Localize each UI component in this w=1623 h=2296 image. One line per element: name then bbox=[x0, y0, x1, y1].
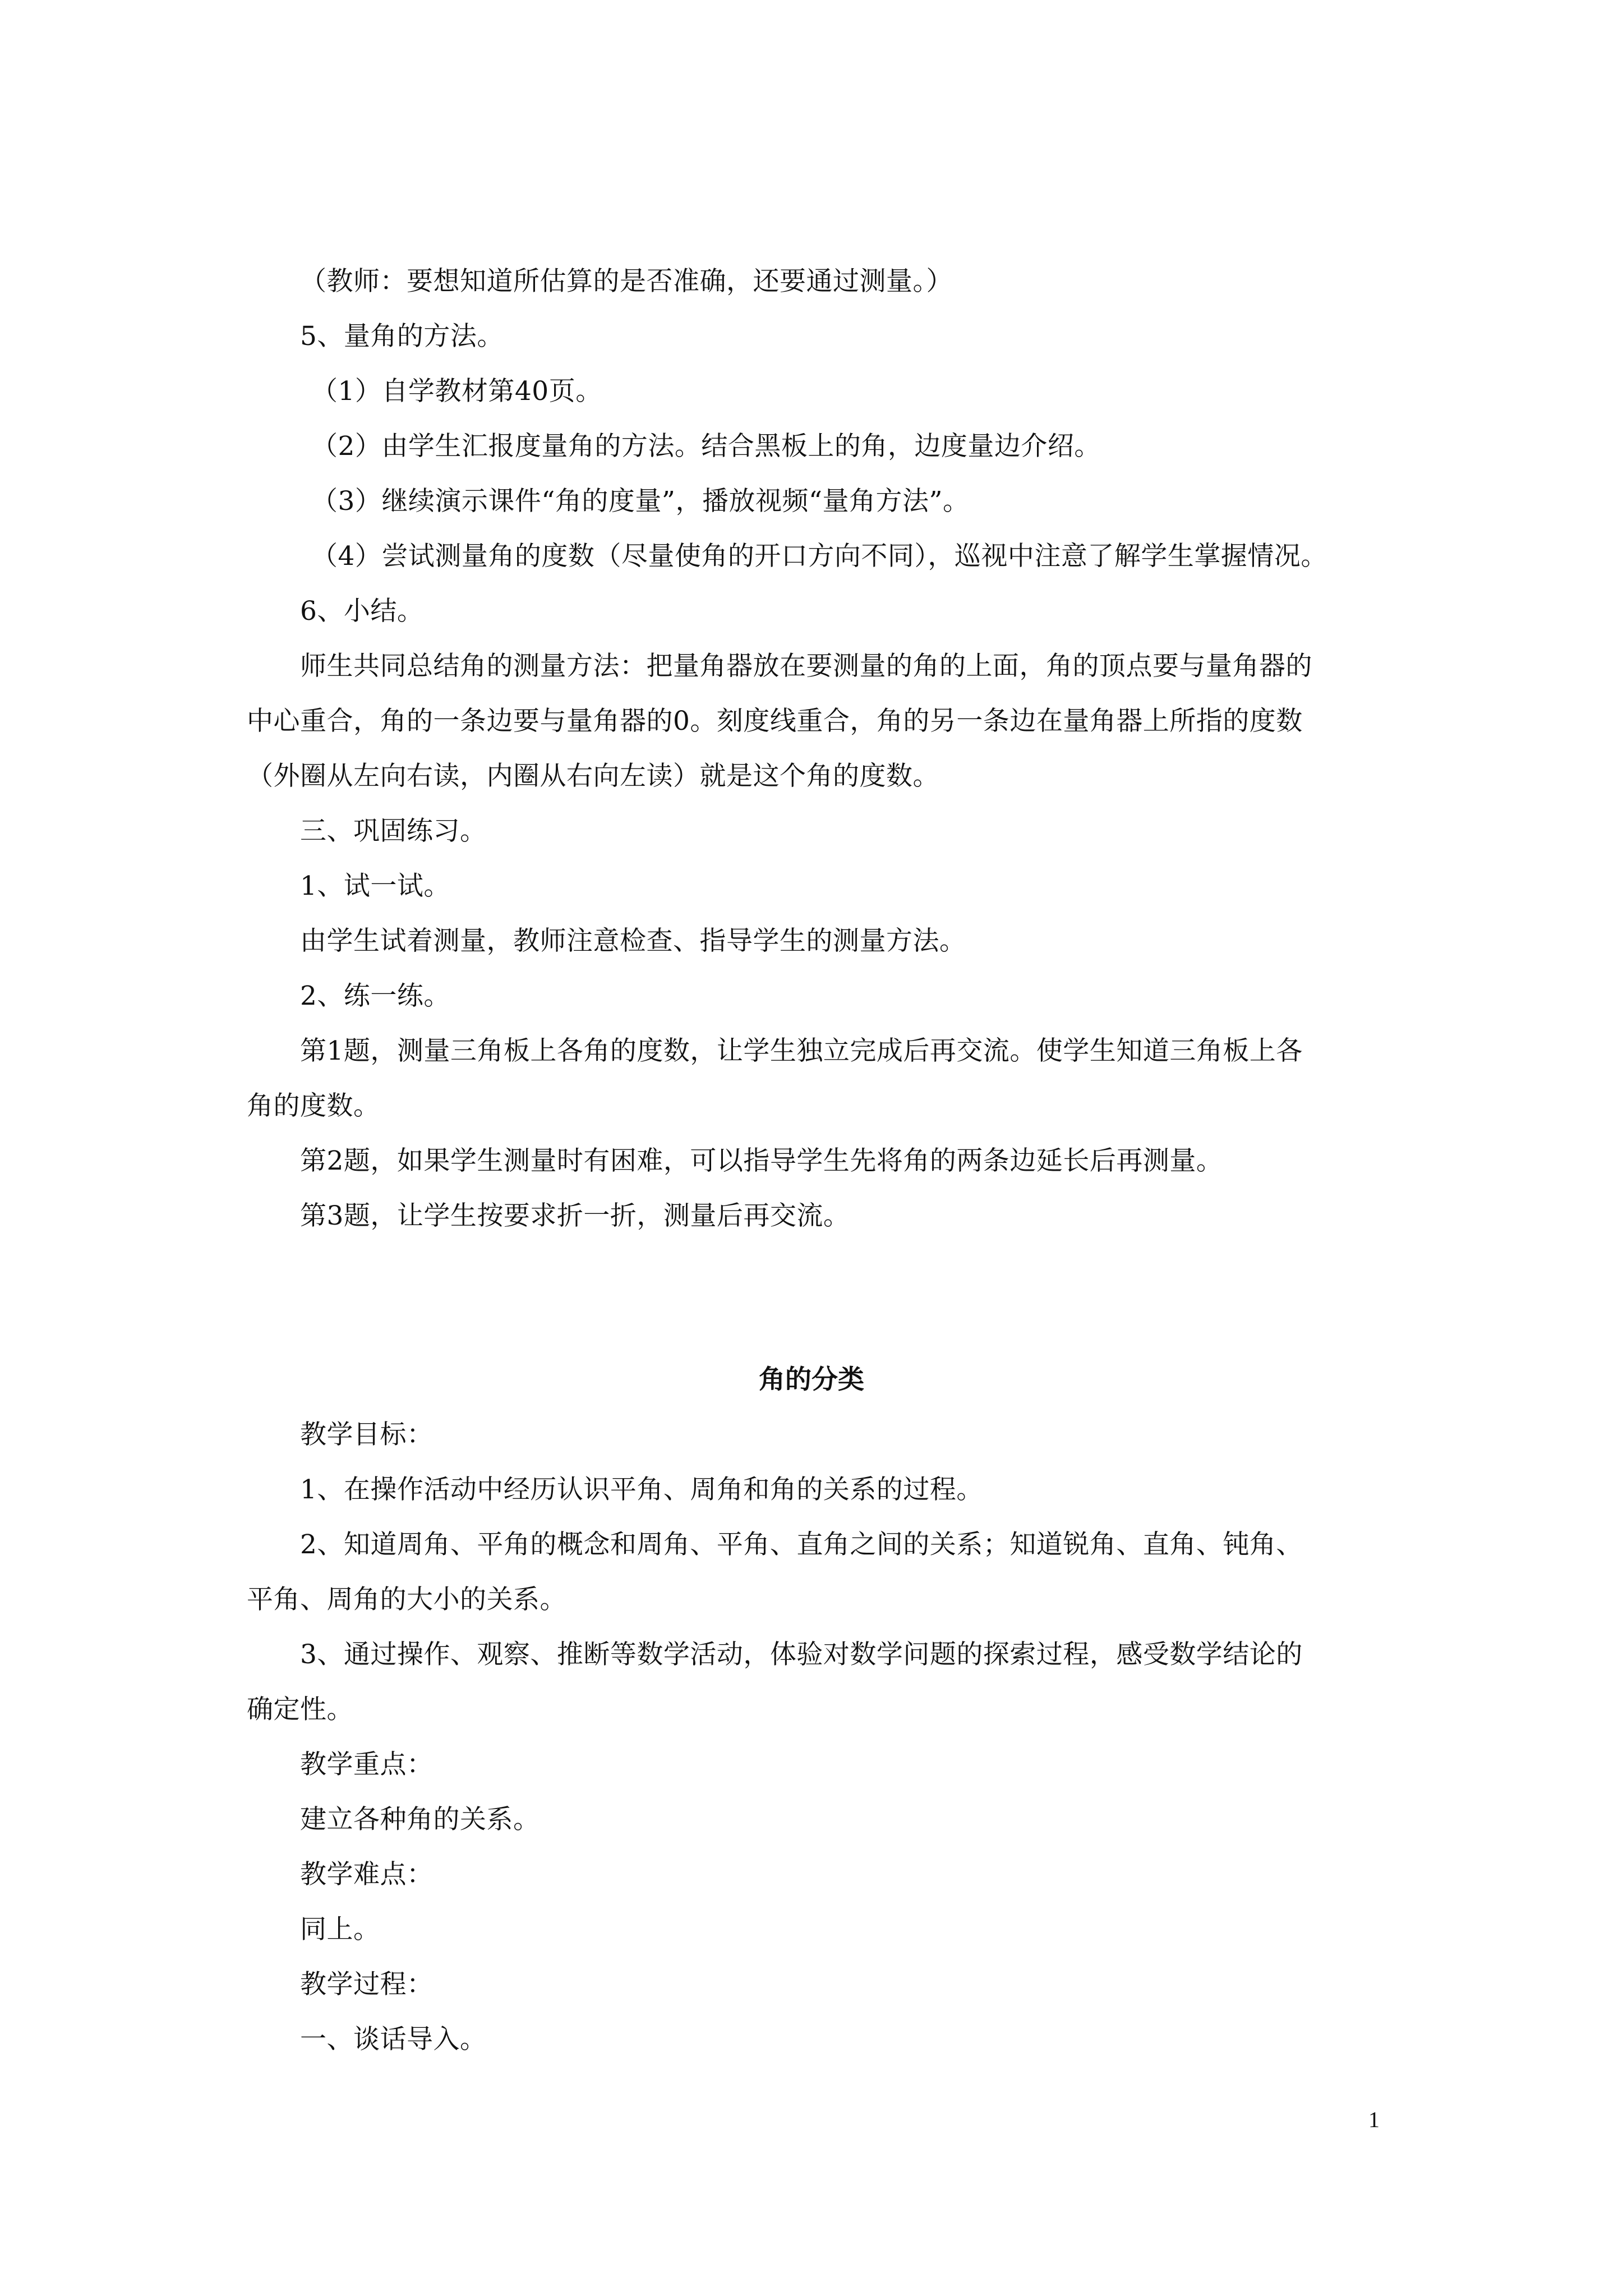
paragraph-line: 教学重点： bbox=[300, 1749, 434, 1780]
paragraph-line: 一、谈话导入。 bbox=[300, 2024, 487, 2055]
paragraph-line: （外圈从左向右读，内圈从右向左读）就是这个角的度数。 bbox=[247, 761, 939, 792]
paragraph-line: （4）尝试测量角的度数（尽量使角的开口方向不同），巡视中注意了解学生掌握情况。 bbox=[311, 541, 1327, 572]
paragraph-line: 平角、周角的大小的关系。 bbox=[247, 1584, 566, 1615]
paragraph-line: 由学生试着测量，教师注意检查、指导学生的测量方法。 bbox=[300, 926, 966, 956]
paragraph-line: 第2题，如果学生测量时有困难，可以指导学生先将角的两条边延长后再测量。 bbox=[300, 1145, 1223, 1176]
paragraph-line: 1、试一试。 bbox=[300, 871, 450, 901]
paragraph-line: 2、练一练。 bbox=[300, 981, 450, 1011]
paragraph-line: 中心重合，角的一条边要与量角器的0。刻度线重合，角的另一条边在量角器上所指的度数 bbox=[247, 706, 1303, 737]
paragraph-line: 确定性。 bbox=[247, 1694, 353, 1725]
paragraph-line: 教学过程： bbox=[300, 1969, 434, 2000]
paragraph-line: 三、巩固练习。 bbox=[300, 816, 487, 846]
paragraph-line: 5、量角的方法。 bbox=[300, 321, 504, 352]
paragraph-line: （教师：要想知道所估算的是否准确，还要通过测量。） bbox=[300, 266, 953, 297]
paragraph-line: 第1题，测量三角板上各角的度数，让学生独立完成后再交流。使学生知道三角板上各 bbox=[300, 1036, 1303, 1066]
paragraph-line: 教学难点： bbox=[300, 1859, 434, 1890]
paragraph-line: 建立各种角的关系。 bbox=[300, 1804, 540, 1835]
paragraph-line: 师生共同总结角的测量方法：把量角器放在要测量的角的上面，角的顶点要与量角器的 bbox=[300, 651, 1312, 682]
paragraph-line: （2）由学生汇报度量角的方法。结合黑板上的角，边度量边介绍。 bbox=[311, 431, 1101, 462]
section-title: 角的分类 bbox=[759, 1364, 864, 1395]
paragraph-line: 教学目标： bbox=[300, 1419, 434, 1450]
paragraph-line: 同上。 bbox=[300, 1914, 380, 1945]
paragraph-line: 第3题，让学生按要求折一折，测量后再交流。 bbox=[300, 1200, 850, 1231]
paragraph-line: 6、小结。 bbox=[300, 596, 424, 627]
paragraph-line: （1）自学教材第40页。 bbox=[311, 376, 602, 407]
paragraph-line: 角的度数。 bbox=[247, 1091, 380, 1121]
paragraph-line: （3）继续演示课件“角的度量”，播放视频“量角方法”。 bbox=[311, 486, 970, 517]
paragraph-line: 1、在操作活动中经历认识平角、周角和角的关系的过程。 bbox=[300, 1474, 983, 1505]
paragraph-line: 2、知道周角、平角的概念和周角、平角、直角之间的关系；知道锐角、直角、钝角、 bbox=[300, 1529, 1303, 1560]
page-number: 1 bbox=[1368, 2107, 1380, 2132]
paragraph-line: 3、通过操作、观察、推断等数学活动，体验对数学问题的探索过程，感受数学结论的 bbox=[300, 1639, 1303, 1670]
